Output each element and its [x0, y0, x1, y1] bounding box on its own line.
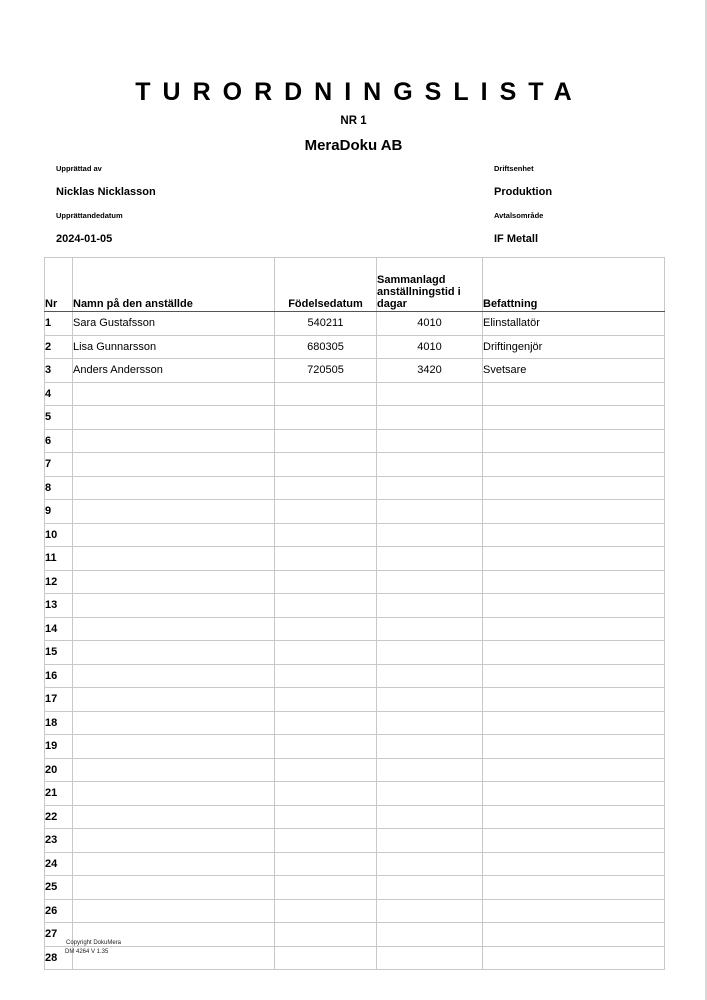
- table-row: [45, 453, 665, 477]
- row-days: [377, 758, 483, 782]
- row-name: [73, 594, 275, 618]
- row-days: [377, 641, 483, 665]
- row-days: [377, 594, 483, 618]
- row-position: [483, 711, 665, 735]
- row-birthdate: [275, 617, 377, 641]
- table-row: [45, 359, 665, 383]
- row-days: [377, 500, 483, 524]
- row-position: [483, 782, 665, 806]
- table-row: [45, 711, 665, 735]
- row-days: [377, 899, 483, 923]
- row-nr: 9: [45, 500, 73, 524]
- table-row: [45, 547, 665, 571]
- row-position: [483, 664, 665, 688]
- row-days: [377, 523, 483, 547]
- row-nr: 2: [45, 335, 73, 359]
- row-nr: 6: [45, 429, 73, 453]
- row-birthdate: [275, 523, 377, 547]
- row-birthdate: [275, 500, 377, 524]
- copyright-text: Copyright DokuMera: [66, 940, 122, 946]
- row-days: [377, 664, 483, 688]
- row-position: [483, 735, 665, 759]
- row-position: [483, 829, 665, 853]
- row-position: [483, 523, 665, 547]
- row-nr: 20: [45, 758, 73, 782]
- row-nr: 5: [45, 406, 73, 430]
- document-number: NR 1: [340, 115, 367, 127]
- row-birthdate: [275, 735, 377, 759]
- row-position: [483, 594, 665, 618]
- row-name: Sara Gustafsson: [73, 312, 275, 336]
- row-nr: 11: [45, 547, 73, 571]
- table-row: [45, 876, 665, 900]
- table-row: [45, 641, 665, 665]
- row-birthdate: 680305: [275, 335, 377, 359]
- row-days: [377, 382, 483, 406]
- row-nr: 27: [45, 923, 73, 947]
- row-position: [483, 429, 665, 453]
- header-birthdate: Födelsedatum: [275, 258, 377, 312]
- row-nr: 3: [45, 359, 73, 383]
- row-nr: 10: [45, 523, 73, 547]
- row-nr: 24: [45, 852, 73, 876]
- table-row: [45, 594, 665, 618]
- row-position: [483, 876, 665, 900]
- table-row: [45, 899, 665, 923]
- row-name: [73, 476, 275, 500]
- row-days: [377, 570, 483, 594]
- table-row: [45, 852, 665, 876]
- row-birthdate: [275, 829, 377, 853]
- row-nr: 19: [45, 735, 73, 759]
- row-name: [73, 382, 275, 406]
- row-birthdate: [275, 688, 377, 712]
- row-nr: 8: [45, 476, 73, 500]
- row-name: [73, 829, 275, 853]
- row-nr: 1: [45, 312, 73, 336]
- row-birthdate: [275, 406, 377, 430]
- row-position: [483, 899, 665, 923]
- row-name: [73, 852, 275, 876]
- row-days: [377, 852, 483, 876]
- row-birthdate: [275, 664, 377, 688]
- row-birthdate: [275, 805, 377, 829]
- table-row: [45, 382, 665, 406]
- row-birthdate: [275, 758, 377, 782]
- table-row: [45, 664, 665, 688]
- agreement-value: IF Metall: [494, 233, 539, 245]
- row-days: [377, 805, 483, 829]
- row-position: Svetsare: [483, 359, 665, 383]
- table-row: [45, 805, 665, 829]
- row-birthdate: [275, 876, 377, 900]
- row-birthdate: [275, 570, 377, 594]
- row-nr: 23: [45, 829, 73, 853]
- header-position: Befattning: [483, 258, 665, 312]
- row-name: [73, 453, 275, 477]
- row-days: [377, 406, 483, 430]
- row-position: [483, 382, 665, 406]
- row-name: [73, 641, 275, 665]
- row-position: [483, 805, 665, 829]
- prepared-by-label: Upprättad av: [56, 164, 102, 173]
- table-row: [45, 617, 665, 641]
- date-label: Upprättandedatum: [56, 211, 123, 220]
- row-position: [483, 547, 665, 571]
- table-row: [45, 312, 665, 336]
- prepared-by-value: Nicklas Nicklasson: [56, 186, 156, 198]
- row-days: [377, 453, 483, 477]
- row-days: [377, 617, 483, 641]
- table-row: [45, 570, 665, 594]
- row-nr: 18: [45, 711, 73, 735]
- row-position: [483, 406, 665, 430]
- unit-label: Driftsenhet: [494, 164, 534, 173]
- table-row: [45, 500, 665, 524]
- row-name: Anders Andersson: [73, 359, 275, 383]
- row-position: [483, 852, 665, 876]
- table-row: [45, 688, 665, 712]
- table-row: [45, 782, 665, 806]
- table-row: [45, 923, 665, 947]
- row-birthdate: [275, 594, 377, 618]
- row-days: [377, 876, 483, 900]
- row-nr: 26: [45, 899, 73, 923]
- row-position: [483, 453, 665, 477]
- row-days: [377, 476, 483, 500]
- row-days: [377, 923, 483, 947]
- table-row: [45, 523, 665, 547]
- row-name: [73, 500, 275, 524]
- seniority-table: [44, 257, 665, 970]
- row-name: [73, 570, 275, 594]
- date-value: 2024-01-05: [56, 233, 113, 245]
- row-name: [73, 782, 275, 806]
- table-row: [45, 758, 665, 782]
- row-name: [73, 617, 275, 641]
- footer-copyright: [65, 938, 122, 955]
- row-days: [377, 688, 483, 712]
- row-name: [73, 688, 275, 712]
- row-name: [73, 876, 275, 900]
- row-nr: 7: [45, 453, 73, 477]
- row-birthdate: [275, 547, 377, 571]
- row-nr: 17: [45, 688, 73, 712]
- row-position: [483, 946, 665, 970]
- row-nr: 21: [45, 782, 73, 806]
- row-position: [483, 688, 665, 712]
- row-name: [73, 805, 275, 829]
- row-days: 3420: [377, 359, 483, 383]
- row-nr: 12: [45, 570, 73, 594]
- row-birthdate: [275, 946, 377, 970]
- row-position: [483, 641, 665, 665]
- row-nr: 14: [45, 617, 73, 641]
- table-row: [45, 946, 665, 970]
- row-days: [377, 429, 483, 453]
- row-birthdate: [275, 382, 377, 406]
- table-row: [45, 829, 665, 853]
- document-title: TURORDNINGSLISTA: [135, 78, 584, 106]
- row-days: [377, 946, 483, 970]
- row-nr: 4: [45, 382, 73, 406]
- row-name: [73, 735, 275, 759]
- row-days: [377, 735, 483, 759]
- row-nr: 28: [45, 946, 73, 970]
- row-name: [73, 547, 275, 571]
- row-nr: 16: [45, 664, 73, 688]
- row-birthdate: [275, 429, 377, 453]
- row-birthdate: [275, 711, 377, 735]
- version-text: DM 4264 V 1.35: [65, 949, 109, 955]
- header-name: Namn på den anställde: [73, 258, 275, 312]
- row-birthdate: [275, 476, 377, 500]
- table-row: [45, 406, 665, 430]
- table-header-row: [45, 258, 665, 312]
- header-nr: Nr: [45, 258, 73, 312]
- row-name: [73, 711, 275, 735]
- row-nr: 15: [45, 641, 73, 665]
- row-name: [73, 664, 275, 688]
- row-position: [483, 570, 665, 594]
- row-days: 4010: [377, 312, 483, 336]
- table-row: [45, 735, 665, 759]
- row-position: Driftingenjör: [483, 335, 665, 359]
- unit-value: Produktion: [494, 186, 553, 198]
- row-days: [377, 547, 483, 571]
- row-nr: 25: [45, 876, 73, 900]
- row-name: [73, 899, 275, 923]
- row-nr: 22: [45, 805, 73, 829]
- row-position: Elinstallatör: [483, 312, 665, 336]
- table-row: [45, 476, 665, 500]
- row-birthdate: 720505: [275, 359, 377, 383]
- row-position: [483, 617, 665, 641]
- table-row: [45, 335, 665, 359]
- row-birthdate: [275, 923, 377, 947]
- company-name: MeraDoku AB: [304, 137, 403, 154]
- row-position: [483, 758, 665, 782]
- row-days: [377, 711, 483, 735]
- row-birthdate: [275, 899, 377, 923]
- row-days: [377, 829, 483, 853]
- row-name: Lisa Gunnarsson: [73, 335, 275, 359]
- row-position: [483, 500, 665, 524]
- row-birthdate: [275, 641, 377, 665]
- row-name: [73, 429, 275, 453]
- row-position: [483, 923, 665, 947]
- row-name: [73, 406, 275, 430]
- row-birthdate: 540211: [275, 312, 377, 336]
- row-name: [73, 523, 275, 547]
- row-position: [483, 476, 665, 500]
- row-birthdate: [275, 453, 377, 477]
- row-name: [73, 758, 275, 782]
- row-birthdate: [275, 782, 377, 806]
- header-days: Sammanlagd anställningstid i dagar: [377, 258, 483, 312]
- row-days: [377, 782, 483, 806]
- table-row: [45, 429, 665, 453]
- row-nr: 13: [45, 594, 73, 618]
- agreement-label: Avtalsområde: [494, 211, 544, 220]
- row-birthdate: [275, 852, 377, 876]
- row-days: 4010: [377, 335, 483, 359]
